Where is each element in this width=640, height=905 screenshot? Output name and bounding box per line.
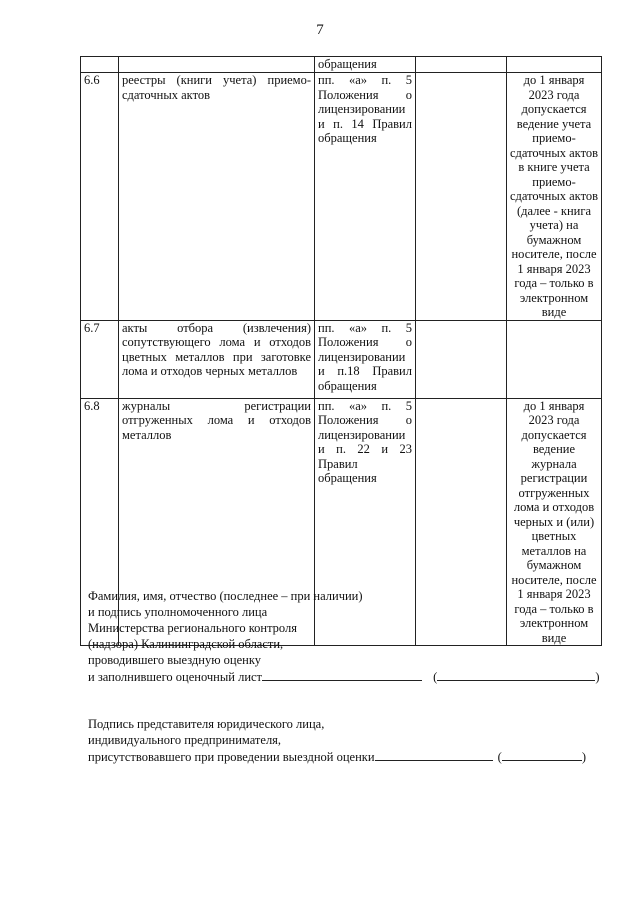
checklist-table (80, 56, 602, 646)
signature-last-line (88, 748, 586, 765)
note-cell: до 1 января 2023 года допускается ведение учета приемо-сдаточных актов в книге учета приемо-сдаточных актов (далее - книга учета) на бумажном носителе, после 1 января 2023 года – только в электронном виде (507, 73, 602, 321)
document-name (119, 57, 315, 73)
document-name: журналы регистрации отгруженных лома и отходов металлов (119, 398, 315, 646)
signature-label-line: индивидуального предпринимателя, (88, 733, 282, 747)
open-paren: ( (497, 750, 502, 764)
table-row (81, 320, 602, 398)
legal-reference: пп. «а» п. 5 Положения о лицензировании и п. 14 Правил обращения (315, 73, 416, 321)
open-paren: ( (433, 670, 438, 684)
signature-blank[interactable] (262, 668, 422, 681)
row-number: 6.7 (81, 320, 119, 398)
document-name: реестры (книги учета) приемо-сдаточных актов (119, 73, 315, 321)
signature-blank[interactable] (375, 748, 493, 761)
answer-cell (416, 73, 507, 321)
inspector-signature-block (88, 588, 600, 685)
page-number: 7 (316, 22, 324, 38)
signature-label-line: и заполнившего оценочный лист (88, 670, 263, 684)
close-paren: ) (595, 670, 600, 684)
row-number: 6.6 (81, 73, 119, 321)
answer-cell (416, 320, 507, 398)
note-cell (507, 320, 602, 398)
signature-label-line: (надзора) Калининградской области, (88, 637, 284, 651)
document-name: акты отбора (извлечения) сопутствующего лома и отходов цветных металлов при заготовке лома и отходов черных металлов (119, 320, 315, 398)
answer-cell (416, 57, 507, 73)
signature-label-line: проводившего выездную оценку (88, 653, 262, 667)
table-row (81, 57, 602, 73)
note-cell (507, 57, 602, 73)
name-blank[interactable] (502, 748, 582, 761)
close-paren: ) (581, 750, 586, 764)
legal-reference: пп. «а» п. 5 Положения о лицензировании и п.18 Правил обращения (315, 320, 416, 398)
signature-label-line: присутствовавшего при проведении выездной оценки (88, 750, 375, 764)
signature-label-line: Фамилия, имя, отчество (последнее – при наличии) (88, 589, 363, 603)
legal-reference: пп. «а» п. 5 Положения о лицензировании и п. 22 и 23 Правил обращения (315, 398, 416, 646)
name-blank[interactable] (437, 668, 595, 681)
signature-label-line: и подпись уполномоченного лица (88, 605, 268, 619)
signature-label-line: Подпись представителя юридического лица, (88, 717, 325, 731)
table-row (81, 73, 602, 321)
row-number (81, 57, 119, 73)
legal-reference: обращения (315, 57, 416, 73)
signature-last-line (88, 668, 600, 685)
signature-label-line: Министерства регионального контроля (88, 621, 298, 635)
row-number: 6.8 (81, 398, 119, 646)
representative-signature-block (88, 716, 586, 765)
note-cell: до 1 января 2023 года допускается ведение журнала регистрации отгруженных лома и отходов черных и (или) цветных металлов на бумажном носителе, после 1 января 2023 года – только в электронном виде (507, 398, 602, 646)
